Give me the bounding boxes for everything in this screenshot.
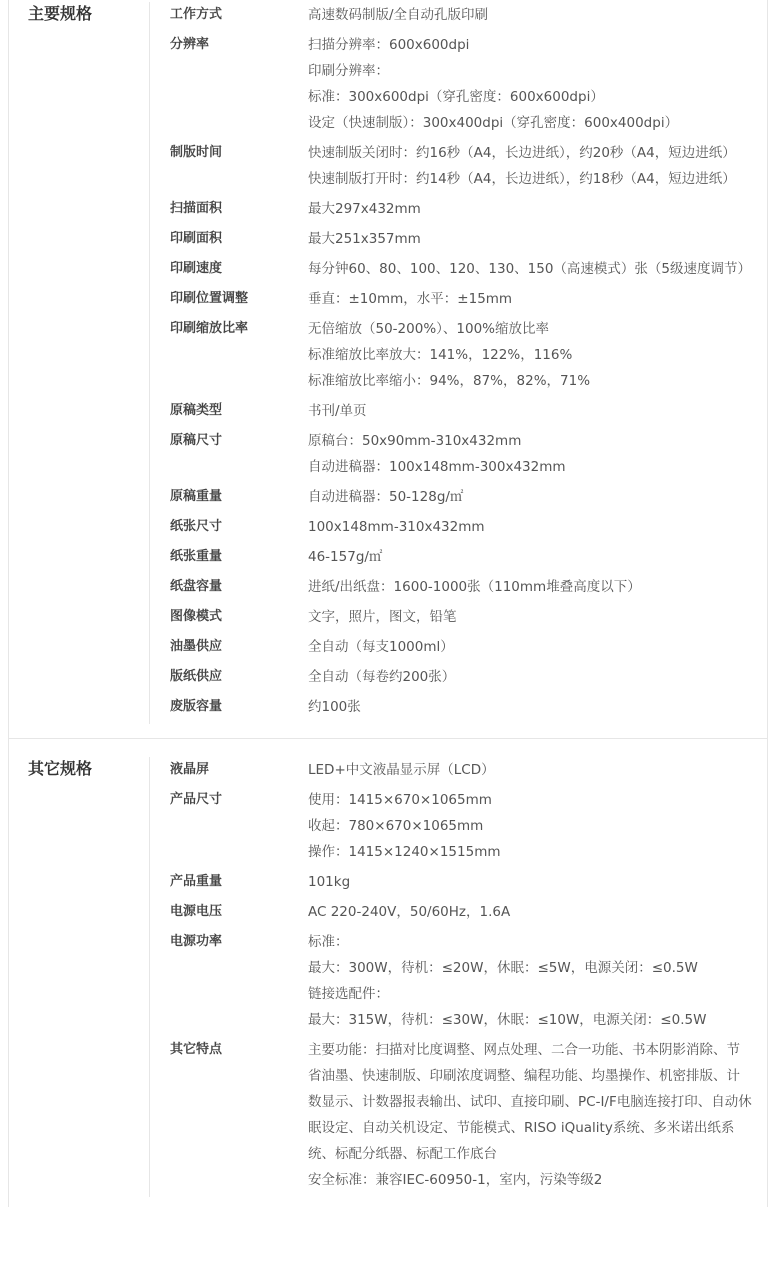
spec-label: 印刷位置调整 (170, 291, 249, 306)
spec-label: 油墨供应 (170, 639, 223, 654)
spec-values (308, 256, 767, 282)
spec-label: 原稿尺寸 (170, 433, 223, 448)
spec-values (308, 428, 767, 480)
spec-value: 扫描分辨率：600x600dpi (308, 37, 470, 53)
spec-label: 其它特点 (170, 1042, 223, 1057)
spec-row (170, 484, 767, 510)
spec-label: 印刷面积 (170, 231, 223, 246)
spec-value: 安全标准：兼容IEC-60950-1，室内，污染等级2 (308, 1172, 603, 1188)
spec-row (170, 929, 767, 1033)
spec-value: 标准缩放比率放大：141%，122%，116% (308, 347, 573, 363)
spec-label: 印刷缩放比率 (170, 321, 249, 336)
spec-values (308, 787, 767, 865)
spec-value: 操作：1415×1240×1515mm (308, 844, 501, 860)
spec-row (170, 694, 767, 720)
spec-value: 垂直：±10mm，水平：±15mm (308, 291, 513, 307)
spec-values (308, 484, 767, 510)
spec-value: 原稿台：50x90mm-310x432mm (308, 433, 522, 449)
spec-value: 最大：315W，待机：≤30W，休眠：≤10W，电源关闭：≤0.5W (308, 1012, 707, 1028)
spec-label: 电源电压 (170, 904, 223, 919)
spec-row (170, 1037, 767, 1193)
spec-values (308, 929, 767, 1033)
spec-value: 文字，照片，图文，铅笔 (308, 609, 457, 625)
spec-values (308, 694, 767, 720)
spec-row (170, 604, 767, 630)
spec-label: 产品重量 (170, 874, 223, 889)
spec-row (170, 286, 767, 312)
spec-row (170, 226, 767, 252)
spec-label: 工作方式 (170, 7, 223, 22)
spec-label: 图像模式 (170, 609, 223, 624)
spec-values (308, 664, 767, 690)
spec-row (170, 664, 767, 690)
spec-row (170, 32, 767, 136)
spec-value: 最大297x432mm (308, 201, 421, 217)
spec-value: 最大：300W，待机：≤20W，休眠：≤5W，电源关闭：≤0.5W (308, 960, 698, 976)
spec-values (308, 899, 767, 925)
spec-row (170, 634, 767, 660)
spec-value: 快速制版关闭时：约16秒（A4，长边进纸），约20秒（A4，短边进纸） (308, 145, 736, 161)
spec-row (170, 196, 767, 222)
spec-value: 主要功能：扫描对比度调整、网点处理、二合一功能、书本阴影消除、节省油墨、快速制版、印刷浓度调整、编程功能、均墨操作、机密排版、计数显示、计数器报表输出、试印、直接印刷、PC-I/F电脑连接打印、自动休眠设定、自动关机设定、节能模式、RISO iQuality系统、多米诺出纸系统、标配分纸器、标配工作底台 (308, 1042, 752, 1162)
spec-value: 书刊/单页 (308, 403, 367, 419)
spec-label: 废版容量 (170, 699, 223, 714)
spec-values (308, 32, 767, 136)
spec-row (170, 140, 767, 192)
spec-label: 扫描面积 (170, 201, 223, 216)
spec-row (170, 514, 767, 540)
spec-values (308, 286, 767, 312)
spec-value: 标准缩放比率缩小：94%，87%，82%，71% (308, 373, 591, 389)
spec-row (170, 2, 767, 28)
spec-label: 原稿重量 (170, 489, 223, 504)
spec-label: 液晶屏 (170, 762, 210, 777)
spec-values (308, 2, 767, 28)
spec-value: 印刷分辨率： (308, 63, 389, 79)
spec-values (308, 869, 767, 895)
spec-values (308, 226, 767, 252)
spec-row (170, 757, 767, 783)
spec-label: 原稿类型 (170, 403, 223, 418)
spec-value: 进纸/出纸盘：1600-1000张（110mm堆叠高度以下） (308, 579, 641, 595)
spec-values (308, 604, 767, 630)
spec-label: 制版时间 (170, 145, 223, 160)
spec-label: 纸张重量 (170, 549, 223, 564)
spec-row (170, 574, 767, 600)
spec-label: 纸盘容量 (170, 579, 223, 594)
spec-values (308, 634, 767, 660)
spec-value: AC 220-240V，50/60Hz，1.6A (308, 904, 511, 920)
spec-value: 快速制版打开时：约14秒（A4，长边进纸），约18秒（A4，短边进纸） (308, 171, 736, 187)
spec-row (170, 316, 767, 394)
spec-label: 版纸供应 (170, 669, 223, 684)
spec-row (170, 787, 767, 865)
spec-value: 设定（快速制版）：300x400dpi（穿孔密度：600x400dpi） (308, 115, 679, 131)
spec-value: 每分钟60、80、100、120、130、150（高速模式）张（5级速度调节） (308, 261, 752, 277)
spec-value: 全自动（每支1000ml） (308, 639, 454, 655)
spec-values (308, 398, 767, 424)
spec-value: 约100张 (308, 699, 361, 715)
spec-values (308, 757, 767, 783)
spec-label: 印刷速度 (170, 261, 223, 276)
spec-value: 最大251x357mm (308, 231, 421, 247)
spec-value: 全自动（每卷约200张） (308, 669, 456, 685)
spec-row (170, 428, 767, 480)
spec-values (308, 140, 767, 192)
section-title-main-specs: 主要规格 (9, 2, 150, 724)
spec-values (308, 316, 767, 394)
spec-row (170, 544, 767, 570)
spec-values (308, 544, 767, 570)
section-title-other-specs: 其它规格 (9, 757, 150, 1197)
spec-value: 收起：780×670×1065mm (308, 818, 484, 834)
spec-values (308, 1037, 767, 1193)
spec-value: LED+中文液晶显示屏（LCD） (308, 762, 495, 778)
spec-value: 使用：1415×670×1065mm (308, 792, 492, 808)
spec-table (8, 0, 768, 1207)
spec-value: 高速数码制版/全自动孔版印刷 (308, 7, 489, 23)
spec-value: 自动进稿器：100x148mm-300x432mm (308, 459, 566, 475)
spec-value: 链接选配件： (308, 986, 389, 1002)
spec-row (170, 899, 767, 925)
spec-row (170, 398, 767, 424)
spec-values (308, 196, 767, 222)
spec-value: 标准：300x600dpi（穿孔密度：600x600dpi） (308, 89, 604, 105)
spec-values (308, 574, 767, 600)
spec-value: 标准： (308, 934, 349, 950)
spec-value: 101kg (308, 874, 351, 890)
spec-row (170, 869, 767, 895)
section-other-specs (9, 739, 767, 1207)
spec-label: 分辨率 (170, 37, 210, 52)
spec-label: 电源功率 (170, 934, 223, 949)
spec-value: 100x148mm-310x432mm (308, 519, 485, 535)
spec-values (308, 514, 767, 540)
spec-value: 无倍缩放（50-200%）、100%缩放比率 (308, 321, 549, 337)
spec-row (170, 256, 767, 282)
section-main-specs (9, 0, 767, 739)
spec-value: 46-157g/㎡ (308, 549, 383, 565)
spec-label: 纸张尺寸 (170, 519, 223, 534)
section-body-main-specs (150, 2, 767, 724)
spec-value: 自动进稿器：50-128g/㎡ (308, 489, 464, 505)
section-body-other-specs (150, 757, 767, 1197)
spec-label: 产品尺寸 (170, 792, 223, 807)
